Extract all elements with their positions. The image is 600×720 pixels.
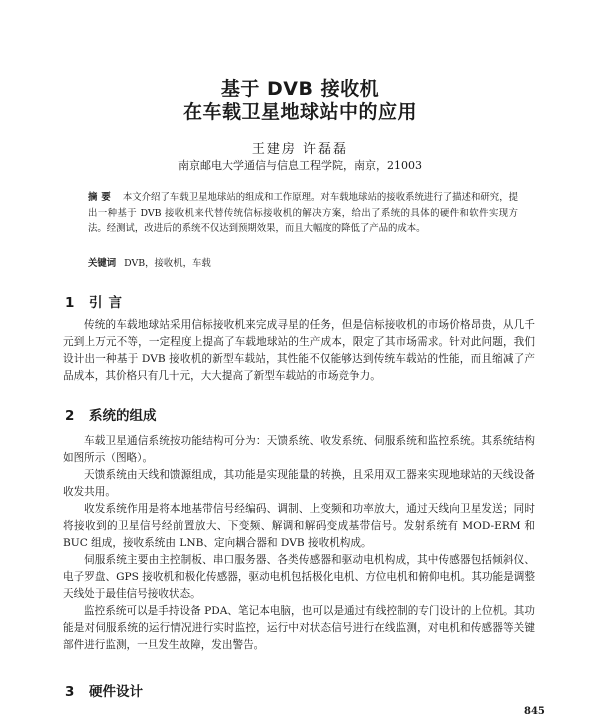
keywords-label: 关键词: [88, 258, 117, 269]
section-title: 引言: [89, 295, 128, 311]
page-number: 845: [524, 706, 545, 717]
section-number: 3: [65, 684, 75, 700]
title-line-1: 基于 DVB 接收机: [220, 78, 380, 100]
section-title: 系统的组成: [89, 408, 157, 424]
paragraph: 伺服系统主要由主控制板、串口服务器、各类传感器和驱动电机构成，其中传感器包括倾斜仪、电子罗盘、GPS 接收机和极化传感器，驱动电机包括极化电机、方位电机和俯仰电机。其功能是调整天线处于最佳信号接收状态。: [63, 554, 535, 600]
paragraph: 传统的车载地球站采用信标接收机来完成寻星的任务，但是信标接收机的市场价格昂贵，从几千元到上万元不等，一定程度上提高了车载地球站的生产成本，限定了其市场需求。针对此问题，我们设计出一种基于 DVB 接收机的新型车载站，其性能不仅能够达到传统车载站的性能，而且缩减了产品成本，其价格只有几十元，大大提高了新型车载站的市场竞争力。: [63, 319, 535, 382]
section-heading-2: [65, 404, 157, 424]
affiliation: 南京邮电大学通信与信息工程学院，南京，21003: [178, 159, 422, 172]
abstract-label: 摘要: [88, 192, 115, 203]
abstract-text: 本文介绍了车载卫星地球站的组成和工作原理。对车载地球站的接收系统进行了描述和研究，提出一种基于 DVB 接收机来代替传统信标接收机的解决方案，给出了系统的具体的硬件和软件实现方法。经测试，改进后的系统不仅达到预期效果，而且大幅度的降低了产品的成本。: [88, 192, 518, 234]
keywords-text: DVB，接收机，车载: [124, 258, 211, 269]
keywords: [88, 255, 518, 269]
section-heading-1: [65, 291, 128, 311]
section-number: 1: [65, 295, 81, 311]
title-line-2: 在车载卫星地球站中的应用: [182, 101, 417, 123]
abstract: [88, 190, 518, 237]
section-number: 2: [65, 408, 75, 424]
section-title: 硬件设计: [89, 684, 143, 700]
authors: 王建房 许磊磊: [251, 142, 349, 157]
paragraph: 监控系统可以是手持设备 PDA、笔记本电脑，也可以是通过有线控制的专门设计的上位机。其功能是对伺服系统的运行情况进行实时监控，运行中对状态信号进行在线监测，对电机和传感器等关键部件进行监测，一旦发生故障，发出警告。: [63, 605, 535, 651]
section-heading-3: [65, 680, 143, 700]
paragraph: 天馈系统由天线和馈源组成，其功能是实现能量的转换，且采用双工器来实现地球站的天线设备收发共用。: [63, 469, 535, 498]
paragraph: 收发系统作用是将本地基带信号经编码、调制、上变频和功率放大，通过天线向卫星发送；同时将接收到的卫星信号经前置放大、下变频、解调和解码变成基带信号。发射系统有 MOD-ERM 和 BUC 组成，接收系统由 LNB、定向耦合器和 DVB 接收机构成。: [63, 503, 535, 549]
paragraph: 车载卫星通信系统按功能结构可分为：天馈系统、收发系统、伺服系统和监控系统。其系统结构如图所示（图略）。: [63, 435, 535, 464]
